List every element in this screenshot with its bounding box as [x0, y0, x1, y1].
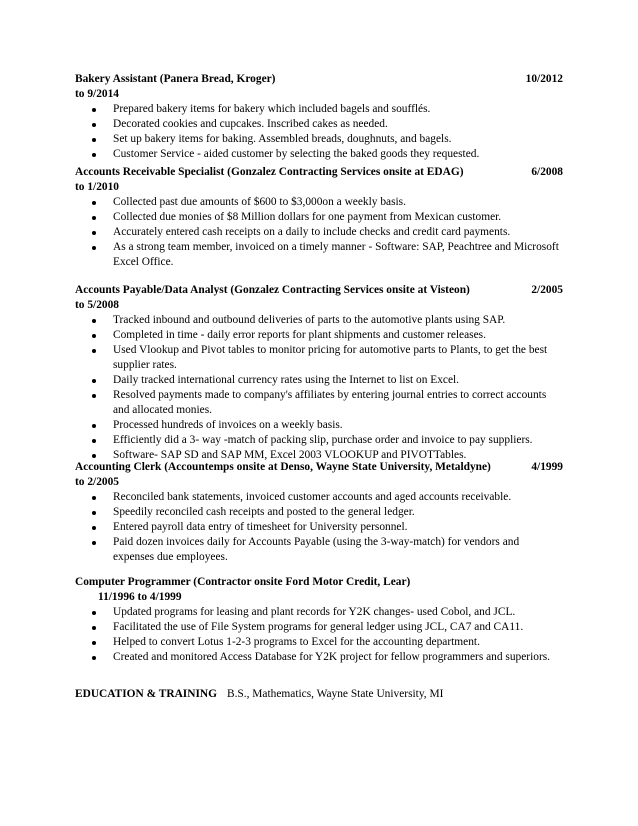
job-bullet: Collected due monies of $8 Million dollars for one payment from Mexican customer.	[75, 210, 563, 225]
job-bullet: Entered payroll data entry of timesheet for University personnel.	[75, 520, 563, 535]
bullet-icon	[92, 319, 96, 323]
job-header	[75, 283, 563, 298]
bullet-icon	[92, 496, 96, 500]
bullet-icon	[92, 216, 96, 220]
bullet-icon	[92, 454, 96, 458]
bullet-icon	[92, 394, 96, 398]
education-heading: EDUCATION & TRAINING	[75, 688, 217, 700]
job-bullet: Reconciled bank statements, invoiced customer accounts and aged accounts receivable.	[75, 490, 563, 505]
bullet-icon	[92, 641, 96, 645]
bullet-icon	[92, 656, 96, 660]
job-bullet: Efficiently did a 3- way -match of packing slip, purchase order and invoice to pay suppliers.	[75, 433, 563, 448]
job-bullet: Resolved payments made to company's affiliates by entering journal entries to correct accounts and allocated monies.	[75, 388, 563, 418]
job-end-date: to 9/2014	[75, 88, 119, 100]
job-bullet: Helped to convert Lotus 1-2-3 programs to Excel for the accounting department.	[75, 635, 563, 650]
job-header	[75, 72, 563, 87]
job-bullet: Customer Service - aided customer by selecting the baked goods they requested.	[75, 147, 563, 162]
job-header	[75, 165, 563, 180]
job-bullet: Tracked inbound and outbound deliveries of parts to the automotive plants using SAP.	[75, 313, 563, 328]
bullet-icon	[92, 108, 96, 112]
job-title: Accounting Clerk (Accountemps onsite at Denso, Wayne State University, Metaldyne)	[75, 461, 491, 473]
job-end-date: to 1/2010	[75, 181, 119, 193]
job-end-date: to 5/2008	[75, 299, 119, 311]
job-entry-accounts-payable	[75, 283, 563, 463]
job-start-date: 4/1999	[531, 461, 563, 473]
bullet-icon	[92, 526, 96, 530]
bullet-icon	[92, 611, 96, 615]
job-bullet: As a strong team member, invoiced on a timely manner - Software: SAP, Peachtree and Microsoft Excel Office.	[75, 240, 563, 270]
job-title: Accounts Payable/Data Analyst (Gonzalez Contracting Services onsite at Visteon)	[75, 284, 470, 296]
job-header	[75, 460, 563, 475]
job-bullet: Speedily reconciled cash receipts and posted to the general ledger.	[75, 505, 563, 520]
bullet-icon	[92, 138, 96, 142]
job-start-date: 2/2005	[531, 284, 563, 296]
job-bullet: Daily tracked international currency rates using the Internet to list on Excel.	[75, 373, 563, 388]
bullet-icon	[92, 334, 96, 338]
job-title: Computer Programmer (Contractor onsite Ford Motor Credit, Lear)	[75, 576, 411, 588]
bullet-icon	[92, 379, 96, 383]
bullet-icon	[92, 201, 96, 205]
job-bullet-list	[75, 102, 563, 162]
bullet-icon	[92, 246, 96, 250]
job-bullet: Facilitated the use of File System programs for general ledger using JCL, CA7 and CA11.	[75, 620, 563, 635]
job-bullet: Processed hundreds of invoices on a weekly basis.	[75, 418, 563, 433]
job-bullet: Decorated cookies and cupcakes. Inscribed cakes as needed.	[75, 117, 563, 132]
job-bullet: Accurately entered cash receipts on a daily to include checks and credit card payments.	[75, 225, 563, 240]
job-bullet: Created and monitored Access Database for Y2K project for fellow programmers and superiors.	[75, 650, 563, 665]
education-section	[75, 687, 443, 702]
job-title: Bakery Assistant (Panera Bread, Kroger)	[75, 73, 276, 85]
job-bullet-list	[75, 605, 563, 665]
job-bullet: Completed in time - daily error reports for plant shipments and customer releases.	[75, 328, 563, 343]
bullet-icon	[92, 123, 96, 127]
job-entry-accounts-receivable	[75, 165, 563, 270]
job-bullet: Prepared bakery items for bakery which included bagels and soufflés.	[75, 102, 563, 117]
job-title: Accounts Receivable Specialist (Gonzalez Contracting Services onsite at EDAG)	[75, 166, 464, 178]
bullet-icon	[92, 511, 96, 515]
job-bullet-list	[75, 195, 563, 270]
bullet-icon	[92, 231, 96, 235]
bullet-icon	[92, 153, 96, 157]
bullet-icon	[92, 424, 96, 428]
bullet-icon	[92, 349, 96, 353]
bullet-icon	[92, 541, 96, 545]
job-entry-computer-programmer	[75, 575, 563, 665]
job-entry-accounting-clerk	[75, 460, 563, 565]
job-bullet: Paid dozen invoices daily for Accounts Payable (using the 3-way-match) for vendors and expenses due employees.	[75, 535, 563, 565]
job-end-date: to 2/2005	[75, 476, 119, 488]
job-header	[75, 575, 563, 590]
education-degree: B.S., Mathematics, Wayne State University, MI	[226, 688, 444, 700]
job-bullet: Updated programs for leasing and plant records for Y2K changes- used Cobol, and JCL.	[75, 605, 563, 620]
job-bullet-list	[75, 313, 563, 463]
job-bullet-list	[75, 490, 563, 565]
bullet-icon	[92, 439, 96, 443]
bullet-icon	[92, 626, 96, 630]
job-start-date: 6/2008	[531, 166, 563, 178]
job-bullet: Collected past due amounts of $600 to $3,000on a weekly basis.	[75, 195, 563, 210]
job-bullet: Set up bakery items for baking. Assembled breads, doughnuts, and bagels.	[75, 132, 563, 147]
job-end-date: 11/1996 to 4/1999	[98, 591, 182, 603]
job-bullet: Software- SAP SD and SAP MM, Excel 2003 VLOOKUP and PIVOTTables.	[75, 448, 563, 463]
job-bullet: Used Vlookup and Pivot tables to monitor pricing for automotive parts to Plants, to get the best supplier rates.	[75, 343, 563, 373]
job-entry-bakery-assistant	[75, 72, 563, 162]
job-start-date: 10/2012	[525, 73, 563, 85]
